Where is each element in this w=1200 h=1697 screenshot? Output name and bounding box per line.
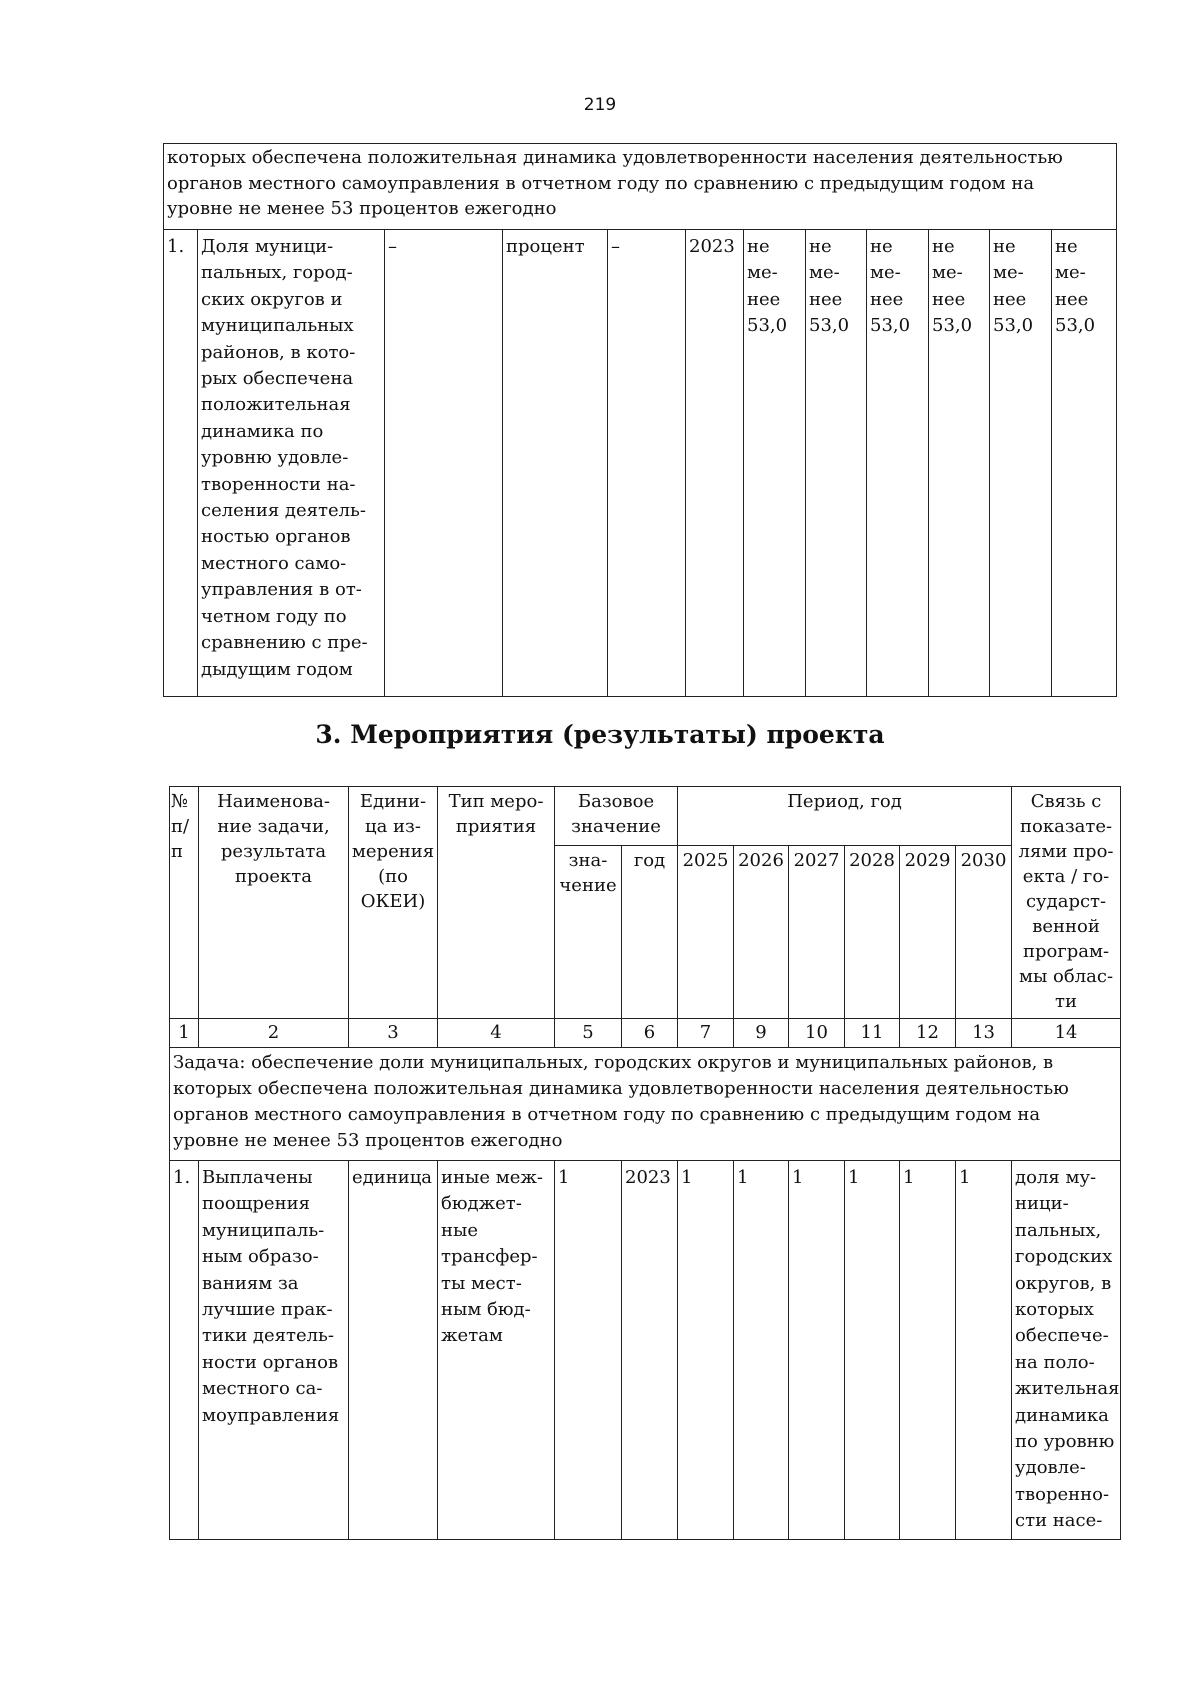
year-value-cell: 1 — [734, 1161, 789, 1540]
column-number: 14 — [1012, 1019, 1121, 1048]
column-number: 13 — [956, 1019, 1012, 1048]
value-cell: не ме- нее 53,0 — [1052, 230, 1117, 697]
header-base: Базовое значение — [555, 787, 678, 846]
column-number: 10 — [789, 1019, 845, 1048]
column-number: 9 — [734, 1019, 789, 1048]
header-period: Период, год — [678, 787, 1012, 846]
header-name: Наименова- ние задачи, результата проекта — [199, 787, 349, 1019]
activities-table — [169, 786, 1121, 1540]
header-base-value: зна- чение — [555, 846, 622, 1019]
header-year: 2030 — [956, 846, 1012, 1019]
indicators-table — [163, 143, 1117, 697]
page-number: 219 — [583, 95, 617, 115]
column-number: 2 — [199, 1019, 349, 1048]
unit-cell: процент — [503, 230, 608, 697]
header-number: № п/ п — [170, 787, 199, 1019]
header-year: 2026 — [734, 846, 789, 1019]
year-value-cell: 1 — [789, 1161, 845, 1540]
header-year: 2027 — [789, 846, 845, 1019]
header-unit: Едини- ца из- мерения (по ОКЕИ) — [349, 787, 438, 1019]
column-number: 12 — [900, 1019, 956, 1048]
column-number: 11 — [845, 1019, 900, 1048]
row-number: 1. — [170, 1161, 199, 1540]
task-description: Задача: обеспечение доли муниципальных, городских округов и муниципальных районов, в которых обеспечена положительная динамика удовлетворенности населения деятельностью органов местного самоуправления в отчетном году по сравнению с предыдущим годом на уровне не менее 53 процентов ежегодно — [170, 1048, 1121, 1161]
year-value-cell: 1 — [845, 1161, 900, 1540]
column-number: 5 — [555, 1019, 622, 1048]
base-year-cell: 2023 — [622, 1161, 678, 1540]
unit-cell: единица — [349, 1161, 438, 1540]
link-cell: доля му- ници- пальных, городских округов, в которых обеспече- на поло- жительная динамика по уровню удовле- творенно- сти насе- — [1012, 1161, 1121, 1540]
result-name: Выплачены поощрения муниципаль- ным образо- ваниям за лучшие прак- тики деятель- ности органов местного са- моуправления — [199, 1161, 349, 1540]
value-cell: не ме- нее 53,0 — [990, 230, 1052, 697]
indicator-name: Доля муници- пальных, город- ских округов и муниципальных районов, в кото- рых обеспечена положительная динамика по уровню удовле- творенности на- селения деятель- ностью органов местного само- управления в от- четном году по сравнению с пре- дыдущим годом — [198, 230, 385, 697]
value-cell: не ме- нее 53,0 — [806, 230, 867, 697]
column-number: 1 — [170, 1019, 199, 1048]
header-year: 2029 — [900, 846, 956, 1019]
header-year: 2028 — [845, 846, 900, 1019]
column-number-row — [170, 1019, 1121, 1048]
column-number: 6 — [622, 1019, 678, 1048]
cell: – — [608, 230, 686, 697]
table-row — [170, 1161, 1121, 1540]
column-number: 3 — [349, 1019, 438, 1048]
header-base-year: год — [622, 846, 678, 1019]
column-number: 7 — [678, 1019, 734, 1048]
base-value-cell: 1 — [555, 1161, 622, 1540]
value-cell: не ме- нее 53,0 — [867, 230, 929, 697]
header-link: Связь с показате- лями про- екта / го- сударст- венной програм- мы облас- ти — [1012, 787, 1121, 1019]
section-title: 3. Мероприятия (результаты) проекта — [315, 720, 885, 749]
task-description: которых обеспечена положительная динамика удовлетворенности населения деятельностью органов местного самоуправления в отчетном году по сравнению с предыдущим годом на уровне не менее 53 процентов ежегодно — [164, 144, 1117, 230]
year-value-cell: 1 — [678, 1161, 734, 1540]
value-cell: не ме- нее 53,0 — [929, 230, 990, 697]
column-number: 4 — [438, 1019, 555, 1048]
header-type: Тип меро- приятия — [438, 787, 555, 1019]
cell: – — [385, 230, 503, 697]
base-year-cell: 2023 — [686, 230, 744, 697]
header-year: 2025 — [678, 846, 734, 1019]
row-number: 1. — [164, 230, 198, 697]
type-cell: иные меж- бюджет- ные трансфер- ты мест- ным бюд- жетам — [438, 1161, 555, 1540]
table-row — [164, 230, 1117, 697]
year-value-cell: 1 — [956, 1161, 1012, 1540]
value-cell: не ме- нее 53,0 — [744, 230, 806, 697]
year-value-cell: 1 — [900, 1161, 956, 1540]
